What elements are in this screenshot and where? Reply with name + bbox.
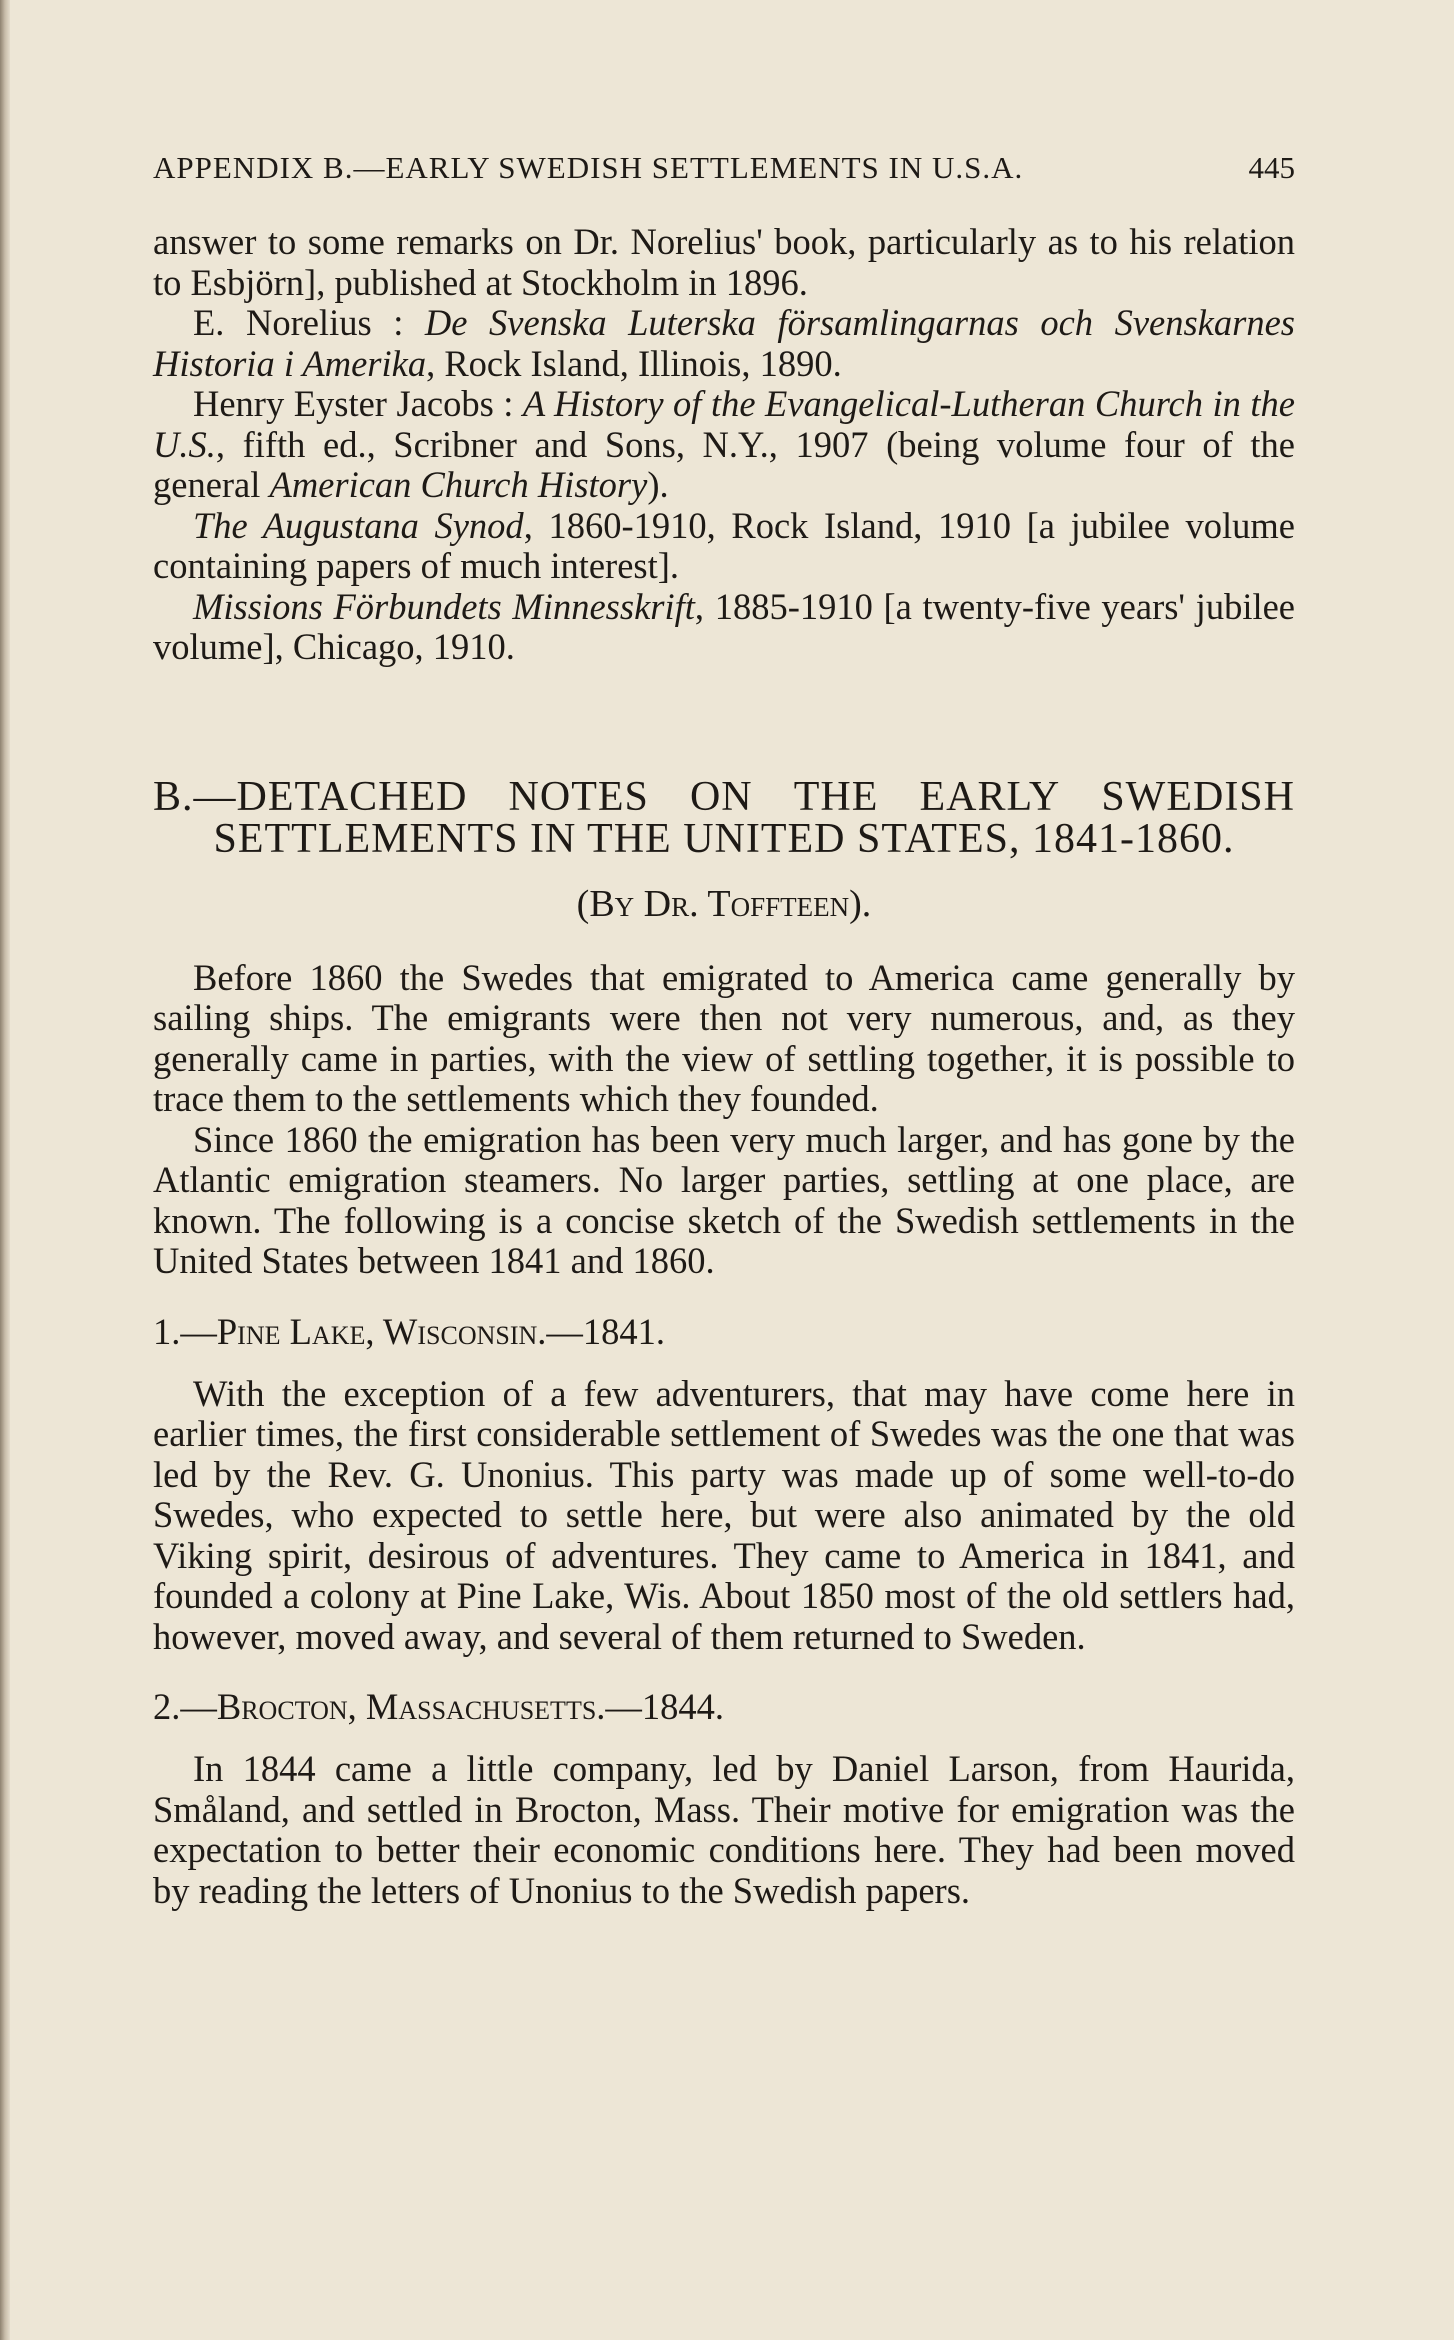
page-spine-shadow <box>0 0 10 2340</box>
section-title <box>153 773 1295 862</box>
bibliography-list <box>153 222 1295 668</box>
bibliography-entry-jacobs: Henry Eyster Jacobs : A History of the Evangelical-Lutheran Church in the U.S., fifth ed., Scribner and Sons, N.Y., 1907 (being volume four of the general American Church History). <box>153 383 1295 505</box>
bibliography-entry-augustana: The Augustana Synod, 1860-1910, Rock Island, 1910 [a jubilee volume containing papers of much interest]. <box>153 504 1295 586</box>
section-title-line-1: B.—DETACHED NOTES ON THE EARLY SWEDISH <box>153 773 1295 820</box>
running-head <box>153 150 1295 200</box>
bibliography-entry-norelius: E. Norelius : De Svenska Luterska församlingarnas och Svenskarnes Historia i Amerika, Rock Island, Illinois, 1890. <box>153 302 1295 384</box>
bibliography-continuation: answer to some remarks on Dr. Norelius' book, particularly as to his relation to Esbjörn], published at Stockholm in 1896. <box>153 221 1295 303</box>
page-number: 445 <box>1248 150 1295 185</box>
book-title: Missions Förbundets Minnesskrift <box>193 585 695 627</box>
intro-paragraph-1: Before 1860 the Swedes that emigrated to America came generally by sailing ships. The emigrants were then not very numerous, and, as they generally came in parties, with the view of settling together, it is possible to trace them to the settlements which they founded. <box>153 956 1295 1119</box>
book-page <box>153 150 1295 1911</box>
running-head-title: APPENDIX B.—EARLY SWEDISH SETTLEMENTS IN U.S.A. <box>153 150 1024 185</box>
settlement-heading-brocton: 2.—Brocton, Massachusetts.—1844. <box>153 1686 725 1727</box>
settlement-text-brocton: In 1844 came a little company, led by Daniel Larson, from Haurida, Småland, and settled in Brocton, Mass. Their motive for emigration was the expectation to better their economic conditions here. They had been moved by reading the letters of Unonius to the Swedish papers. <box>153 1748 1295 1911</box>
bibliography-entry-missions: Missions Förbundets Minnesskrift, 1885-1910 [a twenty-five years' jubilee volume], Chicago, 1910. <box>153 585 1295 667</box>
book-title: A History of the Evangelical-Lutheran Church in the U.S. <box>153 383 1295 465</box>
settlement-text-pine-lake: With the exception of a few adventurers, that may have come here in earlier times, the first considerable settlement of Swedes was the one that was led by the Rev. G. Unonius. This party was made up of some well-to-do Swedes, who expected to settle here, but were also animated by the old Viking spirit, desirous of adventures. They came to America in 1841, and founded a colony at Pine Lake, Wis. About 1850 most of the old settlers had, however, moved away, and several of them returned to Sweden. <box>153 1372 1295 1657</box>
settlement-heading-pine-lake: 1.—Pine Lake, Wisconsin.—1841. <box>153 1310 666 1352</box>
series-title: American Church History <box>269 464 648 505</box>
author-byline: (By Dr. Toffteen). <box>576 882 872 925</box>
book-title: De Svenska Luterska församlingarnas och Svenskarnes Historia i Amerika <box>153 302 1295 384</box>
intro-paragraph-2: Since 1860 the emigration has been very much larger, and has gone by the Atlantic emigration steamers. No larger parties, settling at one place, are known. The following is a concise sketch of the Swedish settlements in the United States between 1841 and 1860. <box>153 1118 1295 1281</box>
book-title: The Augustana Synod <box>193 504 524 546</box>
section-title-line-2: SETTLEMENTS IN THE UNITED STATES, 1841-1860. <box>213 815 1235 862</box>
